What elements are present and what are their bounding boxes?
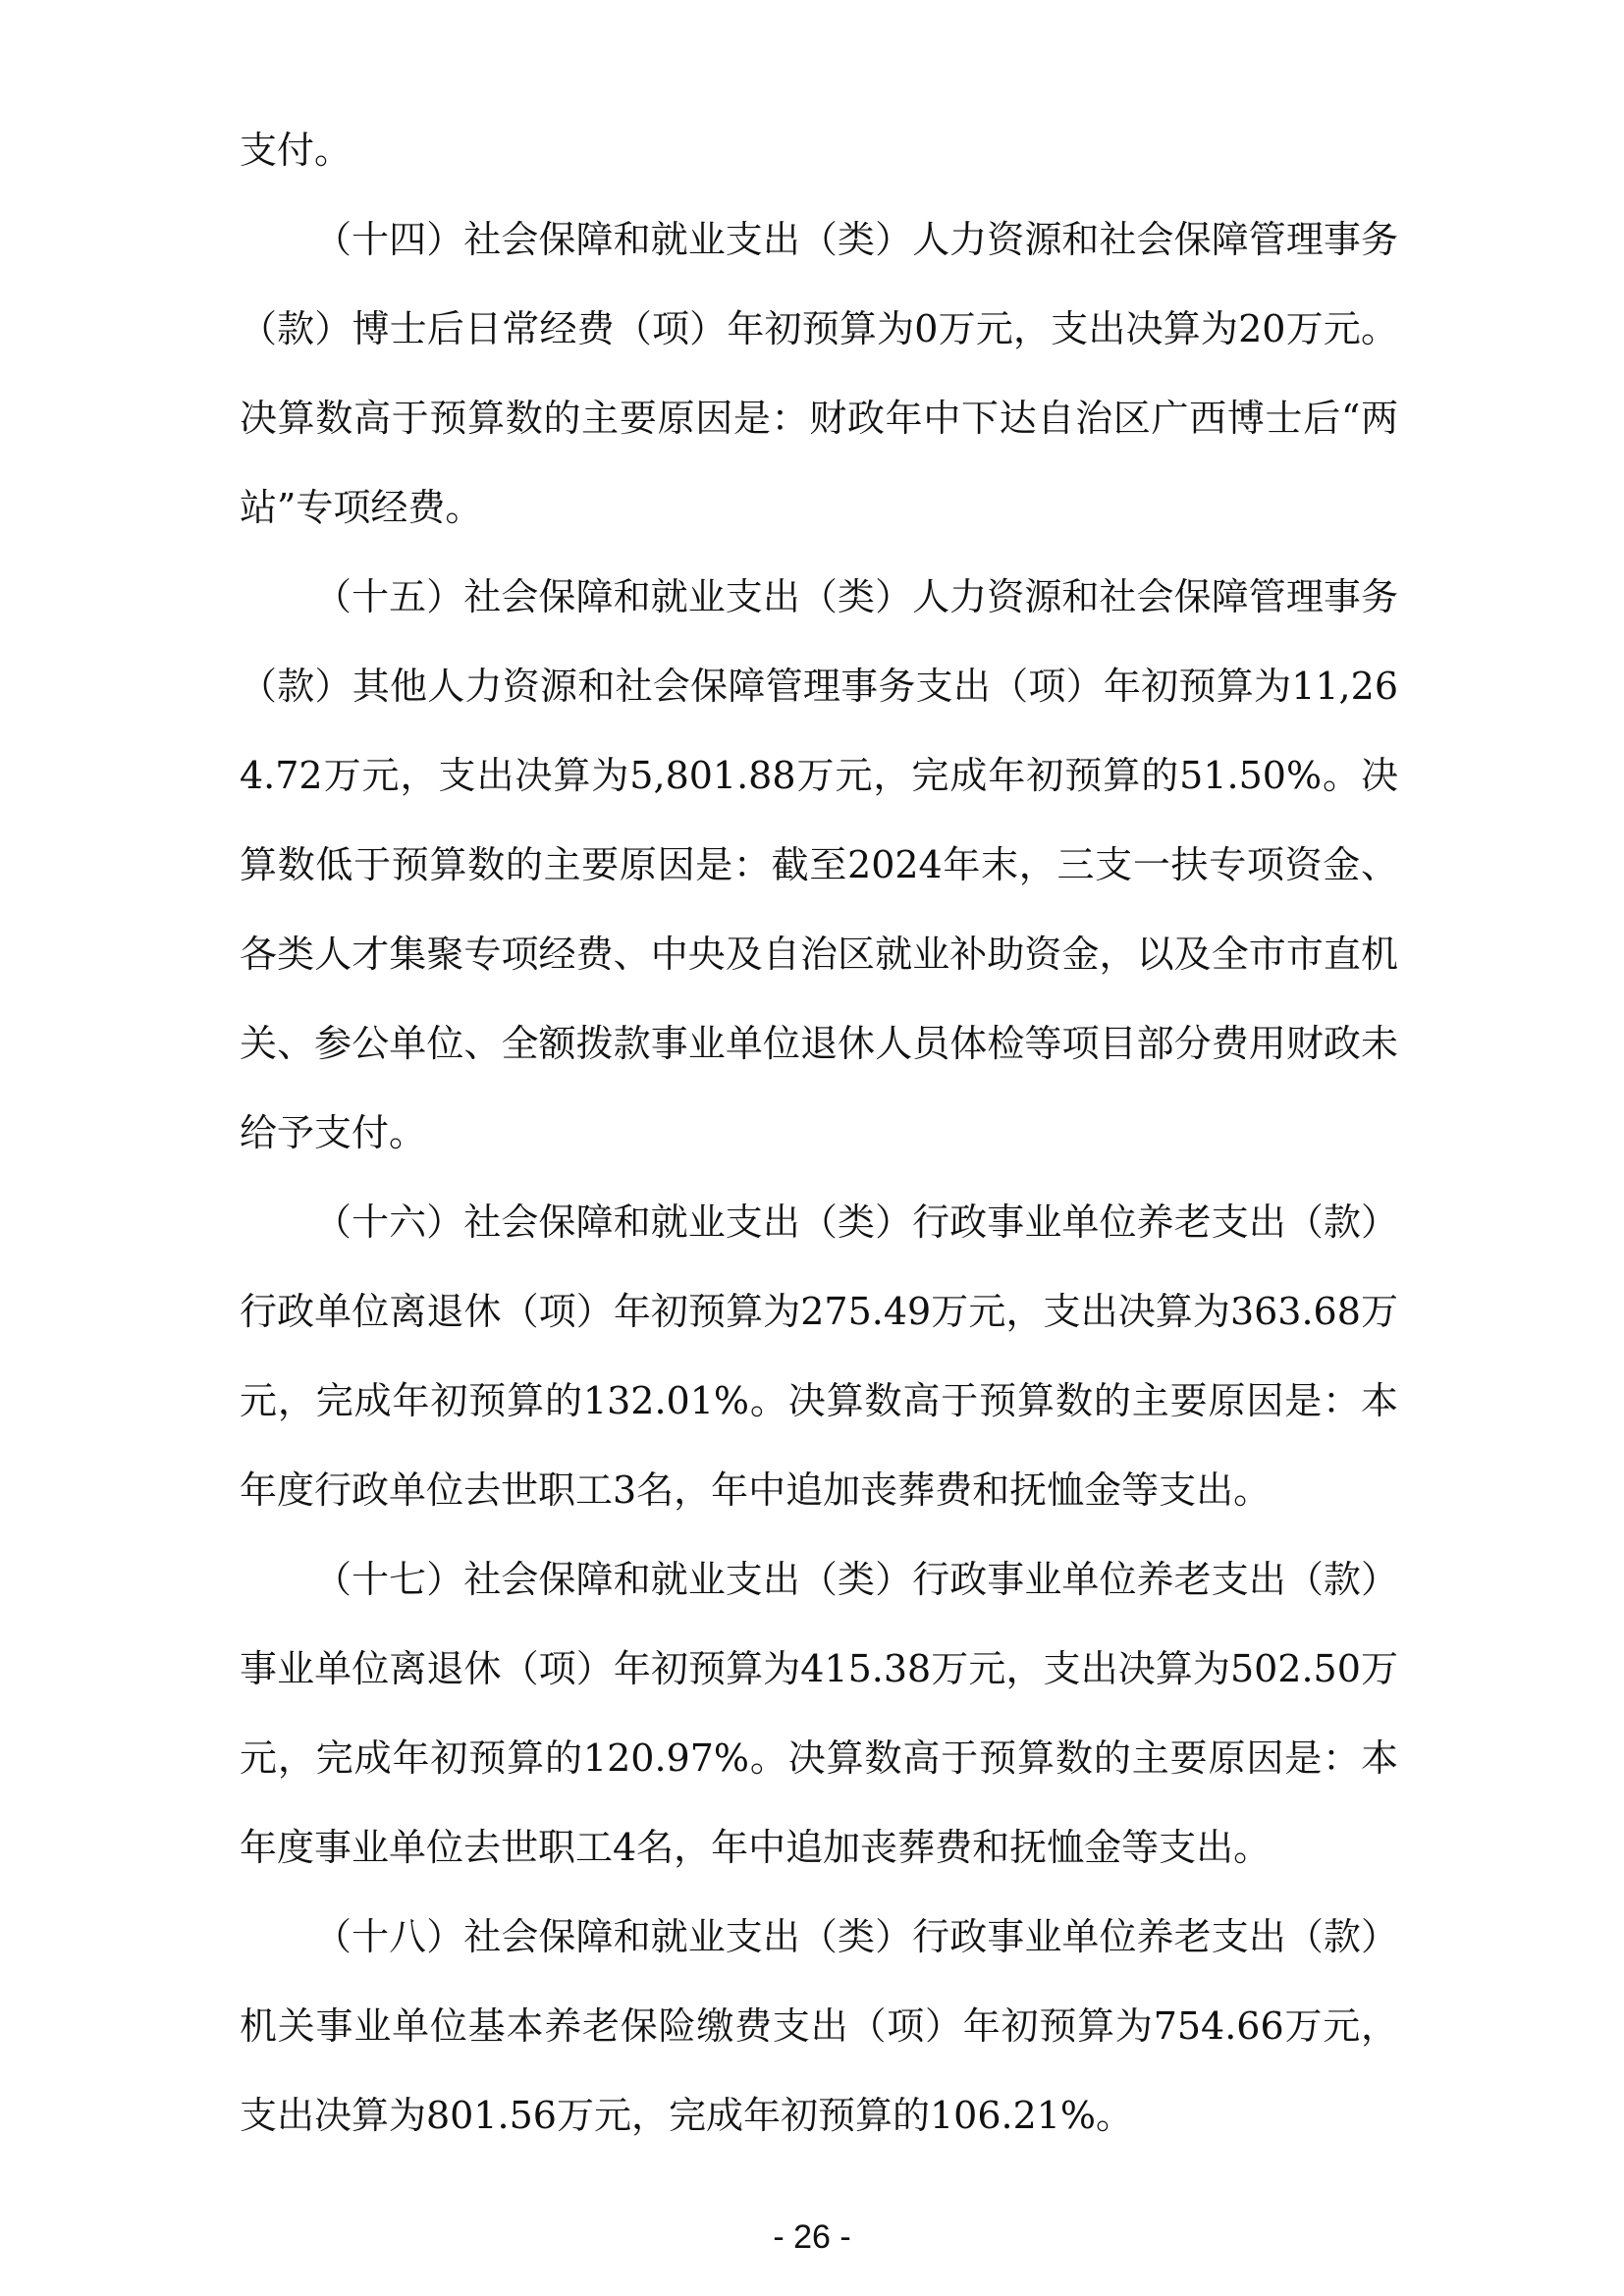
paragraph-item-18: （十八）社会保障和就业支出（类）行政事业单位养老支出（款）机关事业单位基本养老保险缴费支出（项）年初预算为754.66万元，支出决算为801.56万元，完成年初预算的106.21%。 xyxy=(240,1915,1398,2137)
document-body xyxy=(240,106,1398,2161)
paragraph-continuation: 支付。 xyxy=(240,129,352,172)
page-number: - 26 - xyxy=(773,2218,851,2256)
paragraph-item-16: （十六）社会保障和就业支出（类）行政事业单位养老支出（款）行政单位离退休（项）年初预算为275.49万元，支出决算为363.68万元，完成年初预算的132.01%。决算数高于预算数的主要原因是：本年度行政单位去世职工3名，年中追加丧葬费和抚恤金等支出。 xyxy=(240,1201,1398,1512)
paragraph-item-17: （十七）社会保障和就业支出（类）行政事业单位养老支出（款）事业单位离退休（项）年初预算为415.38万元，支出决算为502.50万元，完成年初预算的120.97%。决算数高于预算数的主要原因是：本年度事业单位去世职工4名，年中追加丧葬费和抚恤金等支出。 xyxy=(240,1558,1398,1869)
paragraph-item-14: （十四）社会保障和就业支出（类）人力资源和社会保障管理事务（款）博士后日常经费（项）年初预算为0万元，支出决算为20万元。决算数高于预算数的主要原因是：财政年中下达自治区广西博士后“两站”专项经费。 xyxy=(240,218,1398,529)
paragraph-item-15: （十五）社会保障和就业支出（类）人力资源和社会保障管理事务（款）其他人力资源和社会保障管理事务支出（项）年初预算为11,264.72万元，支出决算为5,801.88万元，完成年初预算的51.50%。决算数低于预算数的主要原因是：截至2024年末，三支一扶专项资金、各类人才集聚专项经费、中央及自治区就业补助资金，以及全市市直机关、参公单位、全额拨款事业单位退休人员体检等项目部分费用财政未给予支付。 xyxy=(240,575,1398,1154)
